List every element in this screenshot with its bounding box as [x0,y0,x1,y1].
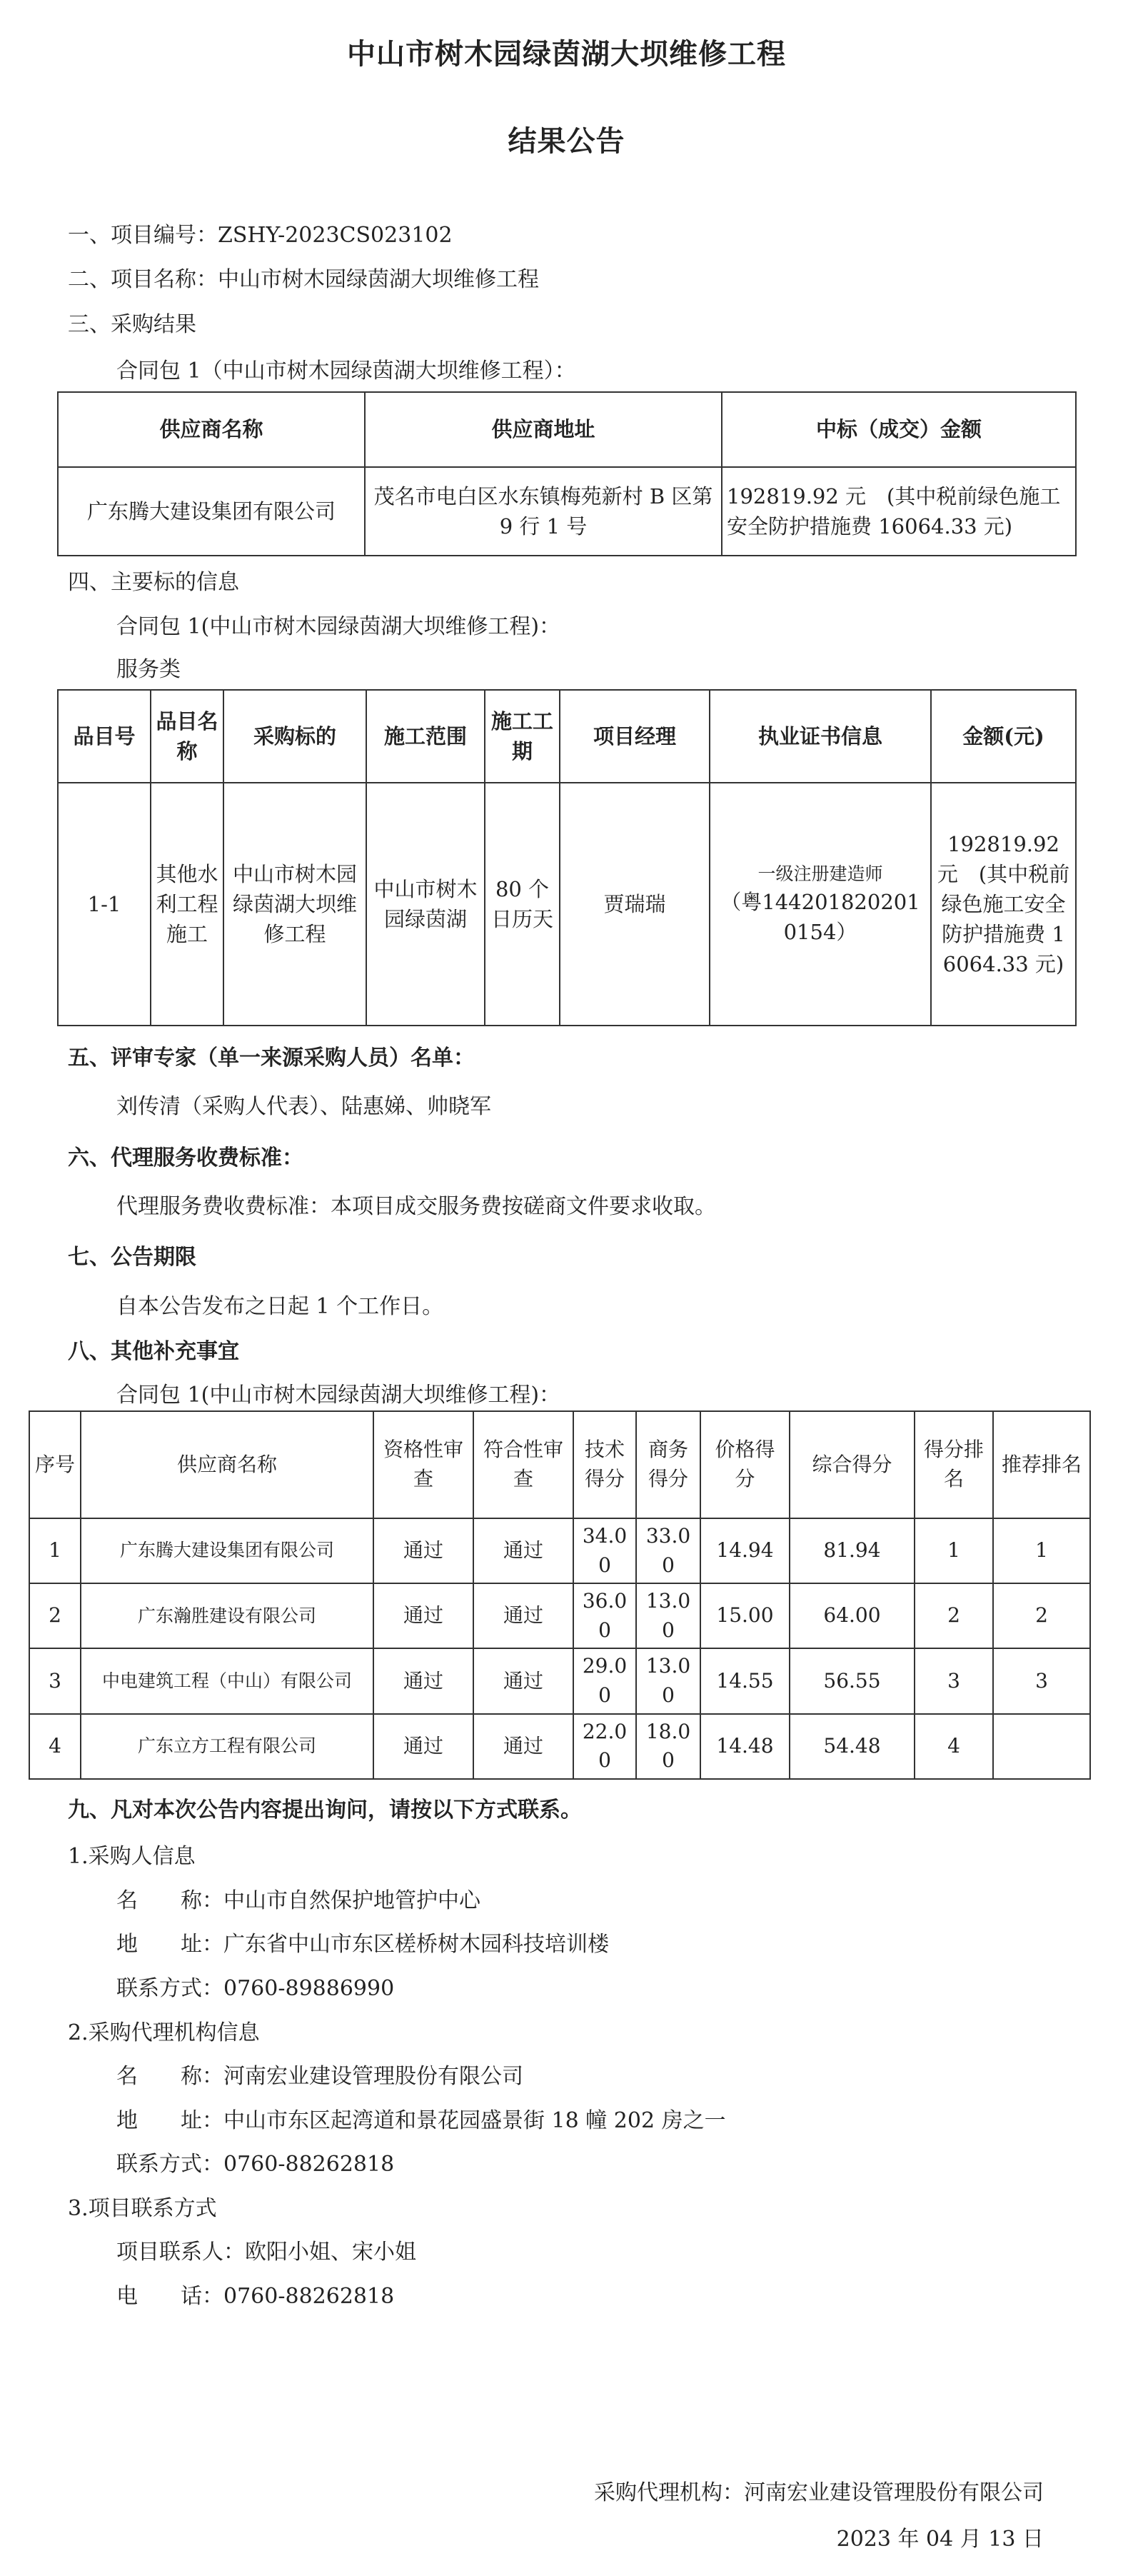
footer-date: 2023 年 04 月 13 日 [836,2527,1044,2552]
items-header-code: 品目号 [58,690,151,783]
score-cell: 14.48 [700,1714,790,1779]
score-cell: 33.00 [636,1518,700,1583]
project-name-value: 中山市树木园绿茵湖大坝维修工程 [218,267,539,292]
table-row [29,1518,1090,1583]
score-cell: 15.00 [700,1583,790,1648]
cert-title: 一级注册建造师 [757,863,883,884]
agency-name: 名 称：河南宏业建设管理股份有限公司 [116,2064,523,2089]
award-cell-amount: 192819.92 元 (其中税前绿色施工安全防护措施费 16064.33 元) [722,467,1076,556]
score-cell: 通过 [373,1583,473,1648]
items-header-manager: 项目经理 [560,690,710,783]
score-cell: 18.00 [636,1714,700,1779]
document-subtitle: 结果公告 [508,124,625,158]
score-cell: 通过 [373,1518,473,1583]
buyer-name: 名 称：中山市自然保护地管护中心 [116,1888,480,1913]
main-items-package: 合同包 1(中山市树木园绿茵湖大坝维修工程)： [116,614,561,639]
main-items-category: 服务类 [116,657,181,682]
score-cell: 4 [29,1714,81,1779]
fee-text: 代理服务费收费标准：本项目成交服务费按磋商文件要求收取。 [116,1194,716,1219]
items-header-item: 品目名称 [151,690,223,783]
score-header-business: 商务得分 [636,1411,700,1518]
procurement-result-heading: 三、采购结果 [68,312,196,337]
items-cell-target: 中山市树木园绿茵湖大坝维修工程 [223,783,366,1026]
project-name-label: 二、项目名称： [68,267,218,292]
score-cell: 广东腾大建设集团有限公司 [81,1518,373,1583]
score-cell: 1 [915,1518,993,1583]
other-heading: 八、其他补充事宜 [68,1339,239,1364]
project-contact-person: 项目联系人：欧阳小姐、宋小姐 [116,2240,416,2265]
award-table [57,391,1077,556]
score-cell: 2 [29,1583,81,1648]
table-row [29,1714,1090,1779]
score-cell: 1 [993,1518,1090,1583]
agency-contact: 联系方式：0760-88262818 [116,2152,395,2177]
score-cell [993,1714,1090,1779]
project-number-label: 一、项目编号： [68,223,218,248]
score-cell: 3 [915,1648,993,1713]
score-header-recommend: 推荐排名 [993,1411,1090,1518]
score-cell: 广东立方工程有限公司 [81,1714,373,1779]
buyer-contact: 联系方式：0760-89886990 [116,1976,395,2001]
score-header-qualification: 资格性审查 [373,1411,473,1518]
experts-heading: 五、评审专家（单一来源采购人员）名单： [68,1046,475,1071]
score-cell: 通过 [473,1583,573,1648]
cert-number: （粤1442018202010154） [720,890,920,945]
score-header-conformity: 符合性审查 [473,1411,573,1518]
fee-heading: 六、代理服务收费标准： [68,1146,303,1171]
score-cell: 3 [993,1648,1090,1713]
score-cell: 4 [915,1714,993,1779]
items-header-amount: 金额(元) [931,690,1076,783]
score-cell: 13.00 [636,1648,700,1713]
award-header-address: 供应商地址 [365,392,722,467]
items-cell-item: 其他水利工程施工 [151,783,223,1026]
agency-address: 地 址：中山市东区起湾道和景花园盛景街 18 幢 202 房之一 [116,2108,726,2133]
award-cell-name: 广东腾大建设集团有限公司 [58,467,365,556]
score-cell: 中电建筑工程（中山）有限公司 [81,1648,373,1713]
items-cell-code: 1-1 [58,783,151,1026]
score-cell: 3 [29,1648,81,1713]
score-cell: 通过 [473,1518,573,1583]
procurement-result-package: 合同包 1（中山市树木园绿茵湖大坝维修工程）： [116,359,576,384]
items-cell-period: 80 个日历天 [485,783,560,1026]
score-cell: 2 [915,1583,993,1648]
score-cell: 2 [993,1583,1090,1648]
score-cell: 54.48 [790,1714,915,1779]
items-cell-cert [710,783,931,1026]
buyer-address: 地 址：广东省中山市东区槎桥树木园科技培训楼 [116,1932,609,1957]
items-cell-amount: 192819.92 元 (其中税前绿色施工安全防护措施费 16064.33 元) [931,783,1076,1026]
score-cell: 22.00 [573,1714,636,1779]
score-cell: 1 [29,1518,81,1583]
main-items-table [57,689,1077,1026]
score-cell: 34.00 [573,1518,636,1583]
main-items-heading: 四、主要标的信息 [68,570,239,595]
score-cell: 通过 [373,1714,473,1779]
period-text: 自本公告发布之日起 1 个工作日。 [116,1294,444,1319]
score-header-total: 综合得分 [790,1411,915,1518]
project-contact-heading: 3.项目联系方式 [68,2196,217,2221]
award-cell-address: 茂名市电白区水东镇梅苑新村 B 区第 9 行 1 号 [365,467,722,556]
score-cell: 56.55 [790,1648,915,1713]
other-package: 合同包 1(中山市树木园绿茵湖大坝维修工程)： [116,1383,561,1408]
score-header-technical: 技术得分 [573,1411,636,1518]
document-title: 中山市树木园绿茵湖大坝维修工程 [347,37,786,71]
contact-heading: 九、凡对本次公告内容提出询问，请按以下方式联系。 [68,1798,582,1823]
agency-heading: 2.采购代理机构信息 [68,2020,260,2045]
award-header-name: 供应商名称 [58,392,365,467]
table-row [29,1648,1090,1713]
award-header-amount: 中标（成交）金额 [722,392,1076,467]
score-header-index: 序号 [29,1411,81,1518]
project-number-value: ZSHY-2023CS023102 [218,223,453,248]
score-header-rank: 得分排名 [915,1411,993,1518]
footer-agency: 采购代理机构：河南宏业建设管理股份有限公司 [594,2480,1044,2505]
period-heading: 七、公告期限 [68,1245,196,1270]
project-contact-phone: 电 话：0760-88262818 [116,2284,395,2309]
project-name-line [68,266,539,294]
items-cell-scope: 中山市树木园绿茵湖 [366,783,485,1026]
table-row [29,1583,1090,1648]
score-cell: 13.00 [636,1583,700,1648]
items-header-target: 采购标的 [223,690,366,783]
buyer-heading: 1.采购人信息 [68,1844,196,1869]
score-cell: 14.94 [700,1518,790,1583]
items-header-cert: 执业证书信息 [710,690,931,783]
items-header-period: 施工工期 [485,690,560,783]
items-header-scope: 施工范围 [366,690,485,783]
score-cell: 广东瀚胜建设有限公司 [81,1583,373,1648]
score-cell: 通过 [373,1648,473,1713]
score-cell: 通过 [473,1714,573,1779]
items-cell-manager: 贾瑞瑞 [560,783,710,1026]
score-table [29,1410,1091,1780]
score-cell: 29.00 [573,1648,636,1713]
score-cell: 36.00 [573,1583,636,1648]
score-cell: 81.94 [790,1518,915,1583]
project-number-line [68,221,453,250]
score-cell: 通过 [473,1648,573,1713]
experts-list: 刘传清（采购人代表）、陆惠娣、帅晓军 [116,1094,491,1119]
score-cell: 64.00 [790,1583,915,1648]
score-header-price: 价格得分 [700,1411,790,1518]
score-cell: 14.55 [700,1648,790,1713]
score-header-supplier: 供应商名称 [81,1411,373,1518]
